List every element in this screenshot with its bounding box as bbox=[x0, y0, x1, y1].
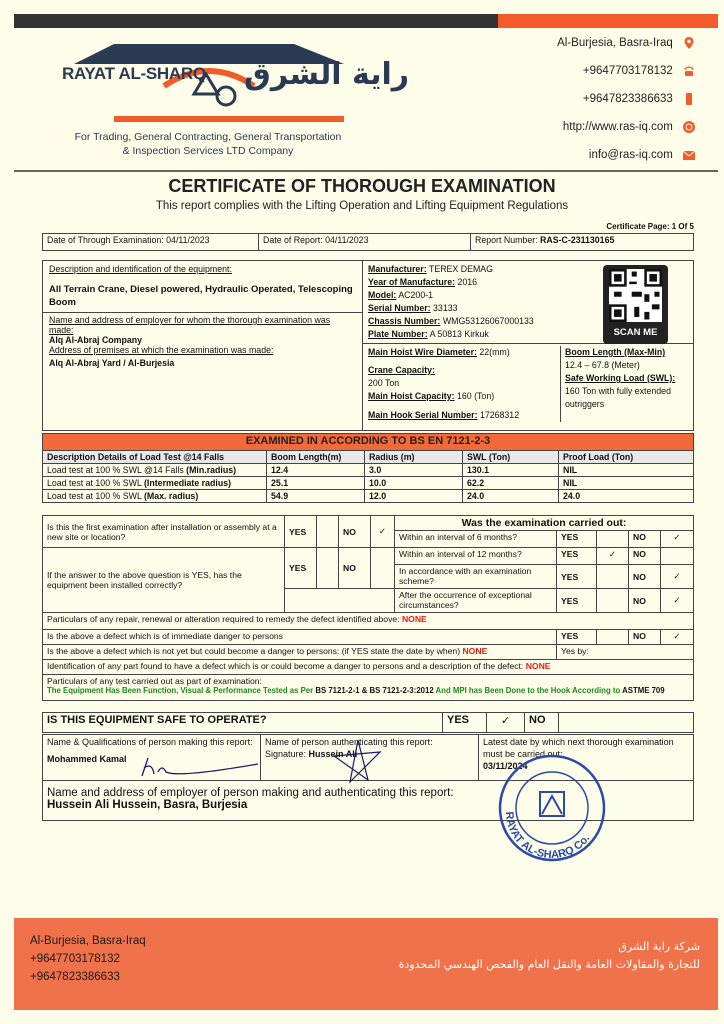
lt-desc bbox=[43, 464, 267, 477]
q1-text: Is this the first examination after installation or assembly at a new site or location? bbox=[43, 516, 285, 548]
q1-no-box[interactable]: ✓ bbox=[371, 516, 395, 548]
lt-boom: 12.4 bbox=[267, 464, 365, 477]
footer-bar bbox=[14, 918, 718, 1010]
q1-no-label: NO bbox=[339, 516, 371, 548]
repair-value: NONE bbox=[401, 614, 427, 624]
hoist-capacity-value: 160 (Ton) bbox=[456, 391, 495, 401]
website-link[interactable]: http://www.ras-iq.com bbox=[562, 121, 673, 134]
brand-name-ar: راية الشرق bbox=[244, 57, 410, 92]
lt-proof: 24.0 bbox=[559, 490, 694, 503]
manufacturer-value: TEREX DEMAG bbox=[428, 264, 493, 274]
footer-phone-2[interactable]: +9647823386633 bbox=[30, 971, 120, 983]
c4-yes-label: YES bbox=[557, 589, 597, 613]
lt-header-proof: Proof Load (Ton) bbox=[559, 451, 694, 464]
c3-yes-label: YES bbox=[557, 565, 597, 589]
serial-value: 33133 bbox=[433, 303, 458, 313]
serial-label: Serial Number: bbox=[368, 303, 431, 313]
lt-swl: 62.2 bbox=[463, 477, 559, 490]
footer-arabic-desc: للتجارة والمقاولات العامة والنقل العام والفحص الهندسي المحدودة bbox=[398, 958, 700, 971]
boom-length-value: 12.4 – 67.8 (Meter) bbox=[565, 360, 640, 370]
lt-desc-text: Load test at 100 % SWL bbox=[47, 478, 144, 488]
chassis-label: Chassis Number: bbox=[368, 316, 441, 326]
globe-icon bbox=[682, 120, 696, 134]
lt-swl: 24.0 bbox=[463, 490, 559, 503]
q2-blank bbox=[285, 589, 395, 613]
wire-label: Main Hoist Wire Diameter: bbox=[368, 347, 477, 357]
lt-radius: 12.0 bbox=[365, 490, 463, 503]
table-row bbox=[43, 464, 694, 477]
employer-label: Name and address of employer for whom the thorough examination was made: bbox=[43, 312, 362, 335]
c3-yes-box[interactable] bbox=[597, 565, 629, 589]
lt-desc-radius: (Max. radius) bbox=[144, 491, 199, 501]
phone-2-text[interactable]: +9647823386633 bbox=[582, 93, 673, 106]
desc-label: Description and identification of the equipment: bbox=[49, 264, 232, 274]
manufacturer-label: Manufacturer: bbox=[368, 264, 427, 274]
year-label: Year of Manufacture: bbox=[368, 277, 456, 287]
c3-text: In accordance with an examination scheme? bbox=[395, 565, 557, 589]
equipment-table bbox=[42, 260, 694, 431]
tests-bs: BS 7121-2-1 & BS 7121-2-3:2012 bbox=[315, 686, 434, 695]
employer-value: Alq Al-Abraj Company bbox=[49, 335, 143, 345]
immediate-no-label: NO bbox=[629, 630, 661, 645]
desc-value: All Terrain Crane, Diesel powered, Hydraulic Operated, Telescoping Boom bbox=[49, 284, 353, 308]
examiner-label: Name & Qualifications of person making this report: bbox=[47, 737, 253, 747]
immediate-no-box[interactable]: ✓ bbox=[661, 630, 694, 645]
carried-out-title: Was the examination carried out: bbox=[395, 516, 694, 531]
lt-proof: NIL bbox=[559, 464, 694, 477]
lt-boom: 25.1 bbox=[267, 477, 365, 490]
q2-yes-box[interactable] bbox=[317, 548, 339, 589]
future-row bbox=[43, 645, 557, 660]
next-exam-date: 03/11/2024 bbox=[483, 761, 528, 771]
auth-label: Name of person authenticating this report: bbox=[265, 737, 433, 747]
certificate-title: CERTIFICATE OF THOROUGH EXAMINATION bbox=[168, 176, 556, 196]
lt-desc bbox=[43, 477, 267, 490]
q1-yes-box[interactable] bbox=[317, 516, 339, 548]
premises-label: Address of premises at which the examination was made: bbox=[49, 345, 274, 355]
top-color-bar bbox=[14, 14, 718, 28]
mobile-icon bbox=[682, 92, 696, 106]
lt-desc bbox=[43, 490, 267, 503]
plate-value: A 50813 Kirkuk bbox=[429, 329, 489, 339]
tagline-line-2: & Inspection Services LTD Company bbox=[122, 145, 294, 157]
tests-row bbox=[43, 675, 694, 701]
premises-value: Alq Al-Abraj Yard / Al-Burjesia bbox=[49, 358, 175, 368]
c4-no-label: NO bbox=[629, 589, 661, 613]
dates-table bbox=[42, 233, 694, 251]
safe-no-label: NO bbox=[525, 713, 559, 733]
c2-text: Within an interval of 12 months? bbox=[395, 548, 557, 565]
safe-yes-label: YES bbox=[443, 713, 487, 733]
hook-serial-value: 17268312 bbox=[479, 410, 520, 420]
top-accent-bar bbox=[498, 14, 718, 28]
lt-header-boom: Boom Length(m) bbox=[267, 451, 365, 464]
examiner-name: Mohammed Kamal bbox=[47, 754, 127, 764]
c1-yes-box[interactable] bbox=[597, 531, 629, 548]
safe-label: IS THIS EQUIPMENT SAFE TO OPERATE? bbox=[43, 713, 443, 733]
yes-by: Yes by: bbox=[557, 645, 694, 660]
safe-table bbox=[42, 712, 694, 733]
location-pin-icon bbox=[682, 36, 696, 50]
lt-header-desc: Description Details of Load Test @14 Falls bbox=[43, 451, 267, 464]
tests-label: Particulars of any test carried out as part of examination: bbox=[47, 676, 262, 686]
immediate-text: Is the above a defect which is of immediate danger to persons bbox=[43, 630, 557, 645]
c3-no-label: NO bbox=[629, 565, 661, 589]
header-divider bbox=[14, 170, 718, 172]
c3-no-box[interactable]: ✓ bbox=[661, 565, 694, 589]
employer-auth-value: Hussein Ali Hussein, Basra, Burjesia bbox=[47, 799, 248, 811]
employer-auth-label: Name and address of employer of person making and authenticating this report: bbox=[47, 787, 454, 799]
safe-yes-box[interactable]: ✓ bbox=[487, 713, 525, 733]
ident-row bbox=[43, 660, 694, 675]
wire-value: 22(mm) bbox=[479, 347, 510, 357]
lt-swl: 130.1 bbox=[463, 464, 559, 477]
lt-desc-radius: (Min.radius) bbox=[186, 465, 237, 475]
lt-desc-text: Load test at 100 % SWL bbox=[47, 491, 144, 501]
lt-desc-text: Load test at 100 % SWL @14 Falls bbox=[47, 465, 187, 475]
swl-value: 160 Ton with fully extended outriggers bbox=[565, 386, 671, 409]
lt-header-radius: Radius (m) bbox=[365, 451, 463, 464]
qr-code[interactable] bbox=[603, 265, 668, 344]
next-exam-label: Latest date by which next thorough examination must be carried out: bbox=[483, 737, 674, 759]
c1-no-label: NO bbox=[629, 531, 661, 548]
tests-text-2: And MPI has Been Done to the Hook According to bbox=[433, 686, 623, 695]
tests-astme: ASTME 709 bbox=[622, 686, 665, 695]
lt-boom: 54.9 bbox=[267, 490, 365, 503]
c4-no-box[interactable]: ✓ bbox=[661, 589, 694, 613]
model-label: Model: bbox=[368, 290, 397, 300]
qr-code-icon bbox=[609, 269, 662, 322]
future-value: NONE bbox=[462, 646, 488, 656]
contact-phone-2 bbox=[583, 92, 696, 106]
certificate-subtitle: This report complies with the Lifting Operation and Lifting Equipment Regulations bbox=[155, 200, 569, 212]
exam-date: Date of Through Examination: 04/11/2023 bbox=[43, 234, 259, 251]
chassis-value: WMG53126067000133 bbox=[442, 316, 534, 326]
footer-address: Al-Burjesia, Basra-Iraq bbox=[30, 935, 146, 947]
c1-text: Within an interval of 6 months? bbox=[395, 531, 557, 548]
immediate-yes-label: YES bbox=[557, 630, 597, 645]
hook-serial-label: Main Hook Serial Number: bbox=[368, 410, 478, 420]
footer-arabic-name: شركة راية الشرق bbox=[618, 940, 700, 953]
table-row bbox=[43, 477, 694, 490]
ident-value: NONE bbox=[525, 661, 551, 671]
c2-no-label: NO bbox=[629, 548, 661, 565]
report-number-value: RAS-C-231130165 bbox=[540, 235, 615, 245]
company-stamp bbox=[484, 752, 620, 862]
c2-no-box[interactable] bbox=[661, 548, 694, 565]
repair-row bbox=[43, 613, 694, 630]
load-test-banner: EXAMINED IN ACCORDING TO BS EN 7121-2-3 bbox=[43, 434, 694, 451]
q2-text: If the answer to the above question is YES, has the equipment been installed correctly? bbox=[43, 548, 285, 613]
brand-name-en: RAYAT AL-SHARQ bbox=[62, 64, 206, 83]
envelope-icon bbox=[682, 148, 696, 162]
boom-length-label: Boom Length (Max-Min) bbox=[565, 347, 666, 357]
company-tagline bbox=[30, 130, 386, 158]
repair-label: Particulars of any repair, renewal or alteration required to remedy the defect identified above: bbox=[47, 614, 402, 624]
address-text: Al-Burjesia, Basra-Iraq bbox=[557, 37, 673, 50]
lt-header-swl: SWL (Ton) bbox=[463, 451, 559, 464]
phone-1-text[interactable]: +9647703178132 bbox=[582, 65, 673, 78]
swl-label: Safe Working Load (SWL): bbox=[565, 373, 676, 383]
phone-icon bbox=[682, 64, 696, 78]
hoist-capacity-label: Main Hoist Capacity: bbox=[368, 391, 455, 401]
lt-desc-radius: (Intermediate radius) bbox=[144, 478, 232, 488]
stamp-text: RAYAT AL-SHARQ Co. bbox=[502, 811, 593, 862]
c2-yes-box[interactable]: ✓ bbox=[597, 548, 629, 565]
report-number bbox=[471, 234, 694, 251]
contact-address bbox=[557, 36, 696, 50]
lt-proof: NIL bbox=[559, 477, 694, 490]
ident-label: Identification of any part found to have a defect which is or could become a danger to persons and a description of the defect: bbox=[47, 661, 526, 671]
signature-label: Signature: bbox=[265, 749, 309, 759]
lt-radius: 10.0 bbox=[365, 477, 463, 490]
model-value: AC200-1 bbox=[398, 290, 434, 300]
tests-text-1: The Equipment Has Been Function, Visual & Performance Tested as Per bbox=[47, 686, 316, 695]
q2-no-label: NO bbox=[339, 548, 371, 589]
immediate-yes-box[interactable] bbox=[597, 630, 629, 645]
table-row bbox=[43, 490, 694, 503]
footer-contacts bbox=[30, 932, 146, 986]
auth-signature bbox=[328, 738, 388, 784]
equipment-description-cell bbox=[43, 261, 363, 431]
contact-email bbox=[589, 148, 696, 162]
c4-text: After the occurrence of exceptional circumstances? bbox=[395, 589, 557, 613]
report-number-label: Report Number: bbox=[475, 235, 541, 245]
contact-website bbox=[563, 120, 696, 134]
examiner-signature bbox=[138, 754, 268, 784]
certificate-page-number: Certificate Page: 1 Of 5 bbox=[606, 222, 694, 231]
q2-yes-label: YES bbox=[285, 548, 317, 589]
contact-phone-1 bbox=[583, 64, 696, 78]
c1-no-box[interactable]: ✓ bbox=[661, 531, 694, 548]
q2-no-box[interactable] bbox=[371, 548, 395, 589]
questions-table bbox=[42, 515, 694, 701]
c2-yes-label: YES bbox=[557, 548, 597, 565]
c1-yes-label: YES bbox=[557, 531, 597, 548]
scan-me-label: SCAN ME bbox=[613, 327, 658, 338]
lt-radius: 3.0 bbox=[365, 464, 463, 477]
capacity-value: 200 Ton bbox=[368, 378, 400, 388]
auth-name: Hussein Ali bbox=[308, 749, 358, 759]
tagline-line-1: For Trading, General Contracting, General Transportation bbox=[74, 131, 342, 143]
footer-phone-1[interactable]: +9647703178132 bbox=[30, 953, 120, 965]
safe-no-box[interactable] bbox=[559, 713, 694, 733]
email-link[interactable]: info@ras-iq.com bbox=[588, 149, 673, 162]
plate-label: Plate Number: bbox=[368, 329, 428, 339]
future-label: Is the above a defect which is not yet but could become a danger to persons: (if YES state the date by when) bbox=[47, 646, 463, 656]
year-value: 2016 bbox=[457, 277, 478, 287]
report-date: Date of Report: 04/11/2023 bbox=[259, 234, 471, 251]
c4-yes-box[interactable] bbox=[597, 589, 629, 613]
q1-yes-label: YES bbox=[285, 516, 317, 548]
footer-arabic bbox=[399, 938, 700, 974]
load-test-table bbox=[42, 433, 694, 503]
capacity-label: Crane Capacity: bbox=[368, 365, 435, 375]
